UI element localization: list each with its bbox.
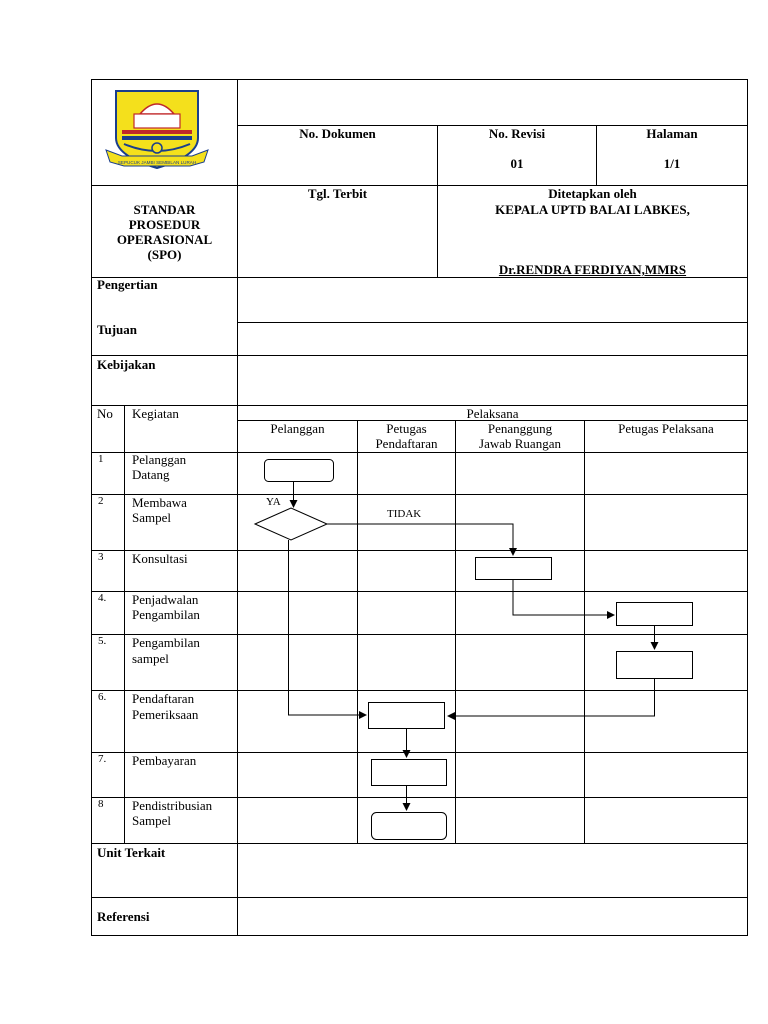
row-kegiatan-line1: Pembayaran: [132, 753, 197, 768]
arrow-konsultasi-penjadwalan: [513, 580, 614, 615]
konsultasi-box: [476, 558, 552, 580]
row-kegiatan-line1: Penjadwalan: [132, 592, 199, 607]
halaman-label: Halaman: [646, 126, 698, 141]
no-revisi-label: No. Revisi: [488, 126, 546, 141]
col-petugas-pendaftaran-2: Pendaftaran: [375, 436, 438, 451]
row-kegiatan-line1: Pendaftaran: [132, 691, 195, 706]
ditetapkan-name: Dr.RENDRA FERDIYAN,MMRS: [498, 262, 687, 277]
row-kegiatan-line2: Pemeriksaan: [132, 707, 199, 722]
row-no: 7.: [98, 753, 107, 765]
col-petugas-pendaftaran-1: Petugas: [386, 421, 427, 436]
row-kegiatan-line1: Konsultasi: [132, 551, 188, 566]
pelaksana-header: Pelaksana: [466, 406, 519, 421]
ditetapkan-label: Ditetapkan oleh: [548, 186, 637, 201]
row-no: 8: [98, 798, 104, 810]
row-kegiatan-line1: Pelanggan: [132, 452, 187, 467]
row-kegiatan-line1: Membawa: [132, 495, 187, 510]
pendaftaran-box: [369, 703, 445, 729]
pengertian-label: Pengertian: [97, 277, 158, 292]
unit-terkait-label: Unit Terkait: [97, 845, 166, 860]
pengambilan-box: [617, 652, 693, 679]
row-no: 5.: [98, 635, 107, 647]
kegiatan-header: Kegiatan: [132, 406, 179, 421]
tgl-terbit-label: Tgl. Terbit: [307, 186, 368, 201]
tujuan-label: Tujuan: [97, 322, 137, 337]
arrow-tidak-konsultasi: [327, 524, 513, 555]
row-kegiatan-line2: Sampel: [132, 813, 171, 828]
kebijakan-label: Kebijakan: [97, 357, 156, 372]
logo-banner-text: SEPUCUK JAMBI SEMBILAN LURAH: [117, 160, 197, 165]
col-penanggung-2: Jawab Ruangan: [479, 436, 561, 451]
row-kegiatan-line2: sampel: [132, 651, 169, 666]
row-kegiatan-line1: Pendistribusian: [132, 798, 213, 813]
row-no: 2: [98, 495, 104, 507]
row-no: 1: [98, 453, 104, 465]
row-kegiatan-line1: Pengambilan: [132, 635, 200, 650]
row-no: 6.: [98, 691, 107, 703]
title-line-1: STANDAR: [133, 202, 196, 217]
no-header: No: [97, 406, 113, 421]
arrow-ya-pendaftaran: [289, 540, 367, 715]
row-no: 4.: [98, 592, 107, 604]
ditetapkan-org: KEPALA UPTD BALAI LABKES,: [495, 202, 690, 217]
row-no: 3: [98, 551, 104, 563]
ya-label: YA: [266, 496, 281, 508]
title-line-2: PROSEDUR: [128, 217, 201, 232]
row-kegiatan-line2: Pengambilan: [132, 607, 200, 622]
title-line-3: OPERASIONAL: [116, 232, 213, 247]
col-penanggung-1: Penanggung: [487, 421, 553, 436]
row-kegiatan-line2: Sampel: [132, 510, 171, 525]
tidak-label: TIDAK: [387, 508, 422, 520]
referensi-label: Referensi: [97, 909, 150, 924]
col-pelanggan: Pelanggan: [270, 421, 325, 436]
pembayaran-box: [372, 760, 447, 786]
halaman-value: 1/1: [663, 156, 681, 171]
title-line-4: (SPO): [147, 247, 182, 262]
end-terminator: [372, 813, 447, 840]
arrow-pengambilan-pendaftaran: [448, 679, 655, 716]
start-terminator: [265, 460, 334, 482]
col-petugas-pelaksana: Petugas Pelaksana: [618, 421, 714, 436]
decision-diamond: [255, 508, 327, 540]
row-kegiatan-line2: Datang: [132, 467, 170, 482]
penjadwalan-box: [617, 603, 693, 626]
no-dokumen-label: No. Dokumen: [299, 126, 376, 141]
no-revisi-value: 01: [510, 156, 524, 171]
